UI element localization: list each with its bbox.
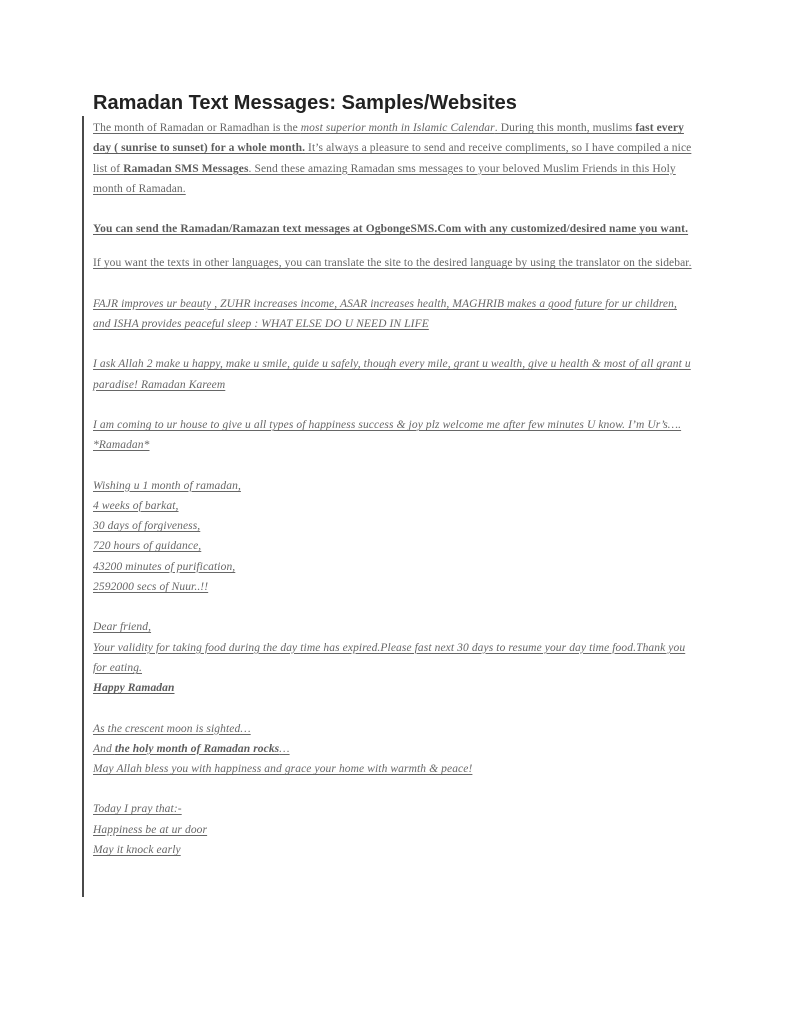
message-1-text: FAJR improves ur beauty , ZUHR increases income, ASAR increases health, MAGHRIB makes a good future for ur children, and ISHA provides peaceful sleep : WHAT ELSE DO U NEED IN LIFE bbox=[93, 297, 677, 331]
message-6-line-3: May Allah bless you with happiness and grace your home with warmth & peace! bbox=[93, 763, 473, 776]
message-4-line: 43200 minutes of purification, bbox=[93, 560, 236, 573]
translate-paragraph bbox=[93, 253, 697, 273]
message-6-and: And bbox=[93, 742, 115, 755]
message-4-line: 4 weeks of barkat, bbox=[93, 499, 179, 512]
message-4 bbox=[93, 476, 697, 598]
notice-paragraph bbox=[93, 219, 697, 239]
message-1 bbox=[93, 294, 697, 335]
intro-text-3: It’s always a pleasure to send and receive compliments, so I have compiled a nice list of bbox=[93, 142, 692, 175]
message-7-line: Today I pray that:- bbox=[93, 803, 182, 816]
intro-emphasis: most superior month in Islamic Calendar bbox=[300, 122, 495, 134]
message-7 bbox=[93, 799, 697, 860]
message-2 bbox=[93, 354, 697, 395]
message-5-greeting: Dear friend, bbox=[93, 621, 152, 634]
translate-text: If you want the texts in other languages, you can translate the site to the desired language by using the translator on the sidebar. bbox=[93, 257, 692, 270]
message-6-strong: the holy month of Ramadan rocks bbox=[114, 742, 280, 755]
message-5 bbox=[93, 617, 697, 698]
message-4-line: 2592000 secs of Nuur..!! bbox=[93, 581, 209, 594]
message-3 bbox=[93, 415, 697, 456]
message-4-line: 720 hours of guidance, bbox=[93, 540, 202, 553]
article-body bbox=[93, 118, 697, 860]
intro-fasting-strong: fast every day ( sunrise to sunset) for a whole month. bbox=[93, 122, 684, 155]
message-7-line: Happiness be at ur door bbox=[93, 823, 208, 836]
intro-sms-strong: Ramadan SMS Messages bbox=[123, 162, 249, 175]
message-2-text: I ask Allah 2 make u happy, make u smile, guide u safely, though every mile, grant u wealth, give u health & most of all grant u paradise! Ramadan Kareem bbox=[93, 358, 691, 391]
message-3-text: I am coming to ur house to give u all types of happiness success & joy plz welcome me after few minutes U know. I’m Ur’s…. *Ramadan* bbox=[93, 418, 682, 452]
message-6-ellipsis: … bbox=[279, 742, 290, 755]
intro-text-4: . Send these amazing Ramadan sms messages to your beloved Muslim Friends in this Holy month of Ramadan. bbox=[93, 162, 676, 195]
notice-link[interactable]: You can send the Ramadan/Ramazan text messages at OgbongeSMS.Com with any customized/desired name you want. bbox=[93, 223, 689, 236]
message-4-line: 30 days of forgiveness, bbox=[93, 520, 201, 533]
message-6-line-1: As the crescent moon is sighted… bbox=[93, 722, 251, 735]
message-4-line: Wishing u 1 month of ramadan, bbox=[93, 479, 241, 492]
message-5-body: Your validity for taking food during the day time has expired.Please fast next 30 days to resume your day time food.Thank you for eating. bbox=[93, 641, 686, 674]
message-5-signoff: Happy Ramadan bbox=[93, 682, 175, 695]
intro-paragraph bbox=[93, 118, 697, 199]
intro-text-1: The month of Ramadan or Ramadhan is the bbox=[93, 122, 301, 134]
blockquote-rule bbox=[82, 116, 84, 897]
intro-text-2: . During this month, muslims bbox=[494, 122, 636, 134]
message-7-line: May it knock early bbox=[93, 844, 181, 857]
page-title: Ramadan Text Messages: Samples/Websites bbox=[93, 92, 517, 114]
message-6 bbox=[93, 719, 697, 780]
